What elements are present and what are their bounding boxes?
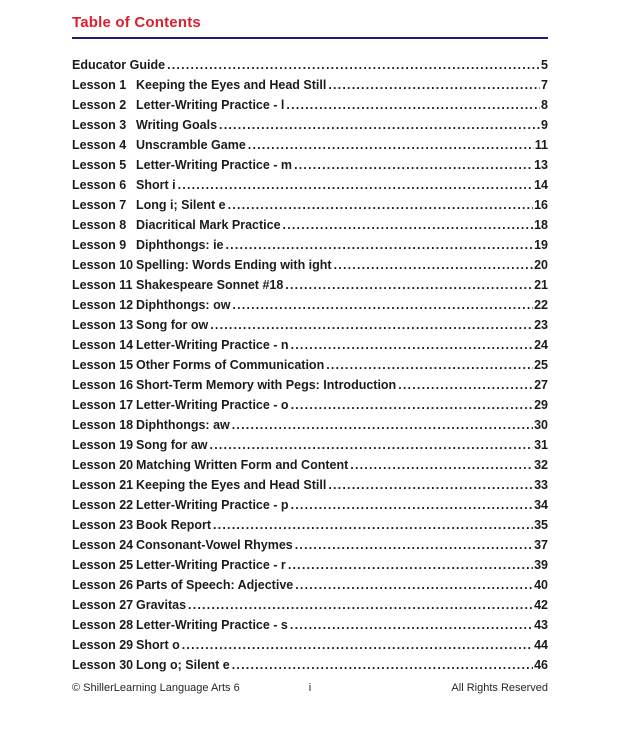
toc-entry-label: Lesson 24 (72, 538, 134, 552)
toc-entry-title: Letter-Writing Practice - n (136, 338, 289, 352)
toc-leader-dots (232, 655, 533, 675)
toc-entry-label: Lesson 14 (72, 338, 134, 352)
toc-page-number: 14 (534, 178, 548, 192)
toc-entry (72, 335, 548, 355)
toc-entry (72, 355, 548, 375)
toc-entry-title: Unscramble Game (136, 138, 246, 152)
toc-entry-title: Parts of Speech: Adjective (136, 578, 294, 592)
toc-entry (72, 375, 548, 395)
toc-entry-label: Lesson 18 (72, 418, 134, 432)
toc-list (72, 55, 548, 675)
toc-entry-label: Lesson 1 (72, 78, 127, 92)
toc-page-number: 32 (534, 458, 548, 472)
footer-copyright: © ShillerLearning Language Arts 6 (72, 682, 240, 694)
toc-page-number: 19 (534, 238, 548, 252)
toc-entry-title: Other Forms of Communication (136, 358, 325, 372)
toc-leader-dots (248, 135, 534, 155)
toc-entry-title: Letter-Writing Practice - r (136, 558, 286, 572)
toc-page-number: 23 (534, 318, 548, 332)
toc-page-number: 34 (534, 498, 548, 512)
toc-entry (72, 235, 548, 255)
title-rule (72, 37, 548, 39)
toc-entry-label: Lesson 9 (72, 238, 127, 252)
toc-entry (72, 535, 548, 555)
toc-entry (72, 615, 548, 635)
toc-entry (72, 555, 548, 575)
toc-entry-title: Song for ow (136, 318, 209, 332)
toc-entry (72, 115, 548, 135)
toc-entry-title: Diphthongs: aw (136, 418, 230, 432)
toc-entry-label: Lesson 13 (72, 318, 134, 332)
toc-entry (72, 155, 548, 175)
toc-entry (72, 255, 548, 275)
toc-leader-dots (226, 235, 534, 255)
toc-leader-dots (232, 415, 533, 435)
toc-entry (72, 195, 548, 215)
toc-entry-label: Lesson 8 (72, 218, 127, 232)
toc-page-number: 44 (534, 638, 548, 652)
toc-leader-dots (294, 155, 533, 175)
toc-leader-dots (398, 375, 533, 395)
toc-page-number: 21 (534, 278, 548, 292)
toc-leader-dots (291, 335, 534, 355)
toc-page-number: 42 (534, 598, 548, 612)
toc-page-number: 13 (534, 158, 548, 172)
toc-leader-dots (290, 615, 533, 635)
toc-entry-label: Lesson 27 (72, 598, 134, 612)
toc-page-number: 8 (541, 98, 548, 112)
toc-page-number: 43 (534, 618, 548, 632)
toc-entry (72, 55, 548, 75)
toc-entry-label: Lesson 30 (72, 658, 134, 672)
toc-entry (72, 595, 548, 615)
toc-entry-label: Lesson 7 (72, 198, 127, 212)
toc-entry (72, 135, 548, 155)
toc-entry (72, 575, 548, 595)
toc-leader-dots (334, 255, 534, 275)
toc-page-number: 33 (534, 478, 548, 492)
toc-page-number: 29 (534, 398, 548, 412)
toc-leader-dots (295, 535, 533, 555)
toc-entry (72, 475, 548, 495)
toc-entry-label: Lesson 17 (72, 398, 134, 412)
toc-leader-dots (167, 55, 540, 75)
toc-leader-dots (283, 215, 534, 235)
toc-entry-label: Lesson 6 (72, 178, 127, 192)
toc-entry-title: Matching Written Form and Content (136, 458, 349, 472)
toc-leader-dots (350, 455, 533, 475)
toc-leader-dots (213, 515, 533, 535)
page-title: Table of Contents (72, 14, 201, 31)
toc-entry-label: Lesson 12 (72, 298, 134, 312)
toc-leader-dots (228, 195, 534, 215)
toc-entry (72, 395, 548, 415)
toc-entry-title: Diphthongs: ie (136, 238, 224, 252)
toc-page-number: 35 (534, 518, 548, 532)
toc-entry-title: Consonant-Vowel Rhymes (136, 538, 293, 552)
toc-entry-title: Diphthongs: ow (136, 298, 231, 312)
toc-entry (72, 635, 548, 655)
toc-entry-title: Letter-Writing Practice - l (136, 98, 285, 112)
toc-page-number: 7 (541, 78, 548, 92)
toc-entry-label: Lesson 21 (72, 478, 134, 492)
toc-entry-label: Lesson 16 (72, 378, 134, 392)
toc-entry (72, 495, 548, 515)
toc-entry-label: Lesson 19 (72, 438, 134, 452)
toc-entry (72, 275, 548, 295)
toc-entry-label: Lesson 2 (72, 98, 127, 112)
toc-page-number: 30 (534, 418, 548, 432)
toc-entry (72, 415, 548, 435)
toc-leader-dots (326, 355, 533, 375)
toc-entry-title: Educator Guide (72, 58, 166, 72)
toc-page-number: 25 (534, 358, 548, 372)
toc-entry-title: Writing Goals (136, 118, 218, 132)
toc-entry-label: Lesson 28 (72, 618, 134, 632)
toc-entry-label: Lesson 26 (72, 578, 134, 592)
footer-page-number: i (308, 682, 312, 694)
toc-leader-dots (328, 475, 533, 495)
toc-entry (72, 175, 548, 195)
toc-entry-label: Lesson 11 (72, 278, 133, 292)
toc-entry-label: Lesson 3 (72, 118, 127, 132)
toc-entry (72, 215, 548, 235)
toc-leader-dots (182, 635, 533, 655)
footer-rights: All Rights Reserved (451, 682, 549, 694)
toc-page-number: 40 (534, 578, 548, 592)
toc-entry (72, 655, 548, 675)
toc-entry (72, 315, 548, 335)
toc-entry-title: Long i; Silent e (136, 198, 226, 212)
toc-entry-title: Keeping the Eyes and Head Still (136, 78, 327, 92)
toc-entry-label: Lesson 4 (72, 138, 127, 152)
toc-page-number: 24 (534, 338, 548, 352)
toc-page-number: 9 (541, 118, 548, 132)
toc-leader-dots (291, 395, 534, 415)
toc-page-number: 11 (534, 138, 548, 152)
toc-entry-label: Lesson 5 (72, 158, 127, 172)
toc-entry-title: Short o (136, 638, 180, 652)
toc-page-number: 27 (534, 378, 548, 392)
toc-entry (72, 75, 548, 95)
toc-leader-dots (295, 575, 533, 595)
toc-entry-title: Letter-Writing Practice - m (136, 158, 293, 172)
toc-entry-label: Lesson 23 (72, 518, 134, 532)
toc-entry-title: Book Report (136, 518, 211, 532)
toc-entry-title: Song for aw (136, 438, 208, 452)
toc-entry (72, 455, 548, 475)
toc-entry-label: Lesson 29 (72, 638, 134, 652)
toc-entry-title: Letter-Writing Practice - p (136, 498, 289, 512)
toc-entry-label: Lesson 20 (72, 458, 134, 472)
toc-page-number: 22 (534, 298, 548, 312)
toc-page-number: 39 (534, 558, 548, 572)
toc-leader-dots (210, 435, 534, 455)
toc-entry-title: Short-Term Memory with Pegs: Introduction (136, 378, 397, 392)
toc-entry-title: Letter-Writing Practice - s (136, 618, 288, 632)
toc-leader-dots (232, 295, 533, 315)
toc-entry (72, 435, 548, 455)
toc-entry-label: Lesson 25 (72, 558, 134, 572)
toc-entry-label: Lesson 22 (72, 498, 134, 512)
toc-entry-title: Letter-Writing Practice - o (136, 398, 289, 412)
toc-leader-dots (210, 315, 533, 335)
toc-page-number: 31 (534, 438, 548, 452)
toc-leader-dots (286, 95, 540, 115)
toc-entry-label: Lesson 10 (72, 258, 134, 272)
toc-entry-title: Gravitas (136, 598, 187, 612)
page-footer (72, 682, 548, 694)
toc-entry-title: Short i (136, 178, 176, 192)
toc-entry (72, 295, 548, 315)
toc-page-number: 37 (534, 538, 548, 552)
toc-leader-dots (178, 175, 534, 195)
toc-page-number: 20 (534, 258, 548, 272)
toc-entry-title: Long o; Silent e (136, 658, 230, 672)
toc-entry-title: Spelling: Words Ending with ight (136, 258, 332, 272)
toc-page-number: 16 (534, 198, 548, 212)
toc-leader-dots (188, 595, 533, 615)
toc-leader-dots (328, 75, 540, 95)
toc-leader-dots (219, 115, 540, 135)
toc-page-number: 5 (541, 58, 548, 72)
toc-entry-title: Shakespeare Sonnet #18 (136, 278, 284, 292)
toc-entry (72, 515, 548, 535)
toc-leader-dots (285, 275, 533, 295)
toc-page-number: 46 (534, 658, 548, 672)
toc-page-number: 18 (534, 218, 548, 232)
toc-leader-dots (291, 495, 534, 515)
toc-entry (72, 95, 548, 115)
toc-entry-title: Diacritical Mark Practice (136, 218, 281, 232)
toc-entry-label: Lesson 15 (72, 358, 134, 372)
toc-entry-title: Keeping the Eyes and Head Still (136, 478, 327, 492)
toc-leader-dots (288, 555, 533, 575)
